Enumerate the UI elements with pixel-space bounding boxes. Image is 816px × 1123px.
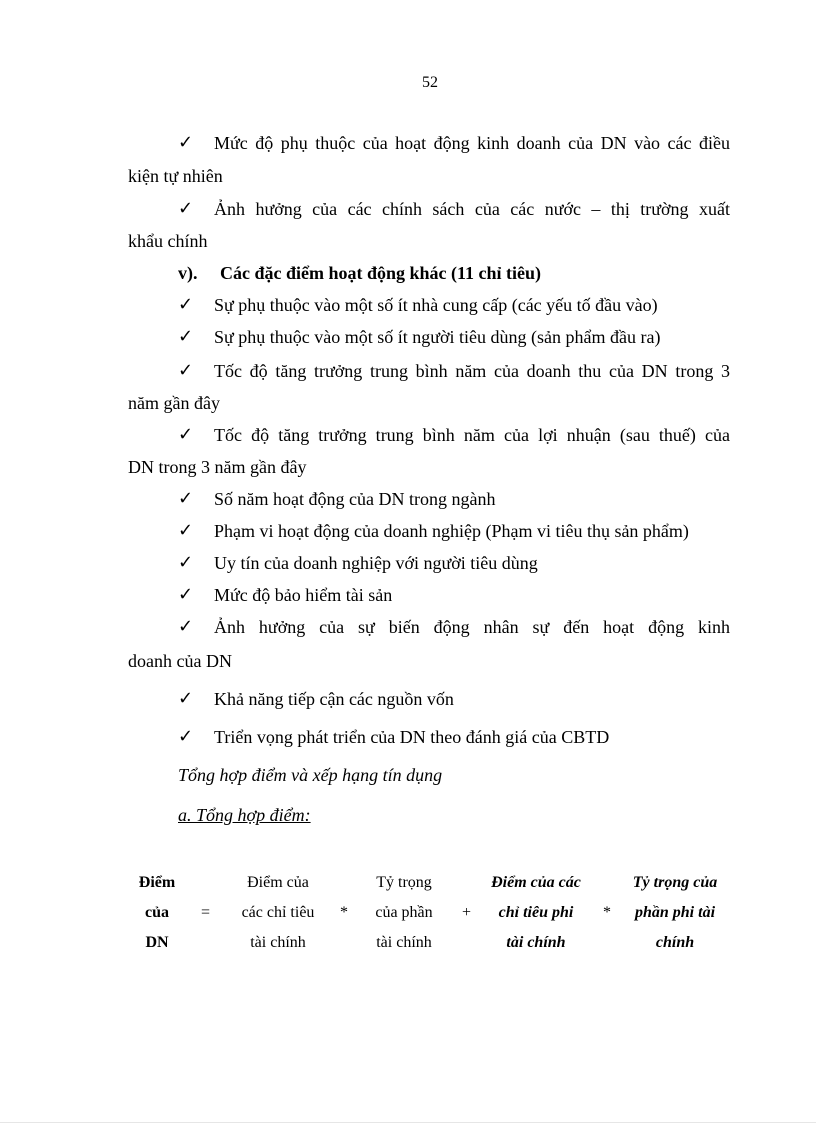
summary-heading: Tổng hợp điểm và xếp hạng tín dụng [178, 765, 443, 785]
formula-term-nonfinancial-weight: Tỷ trọng của phần phi tài chính [632, 874, 718, 951]
bullet-line: Phạm vi hoạt động của doanh nghiệp (Phạm vi tiêu thụ sản phẩm) [214, 521, 689, 541]
formula-multiply: * [340, 904, 348, 921]
subheading: a. Tổng hợp điểm: [178, 805, 311, 825]
bullet-line-continued: DN trong 3 năm gần đây [128, 457, 307, 477]
checkmark-icon: ✓ [178, 132, 194, 153]
bullet-line: Sự phụ thuộc vào một số ít người tiêu dùng (sản phẩm đầu ra) [214, 327, 661, 347]
checkmark-icon: ✓ [178, 584, 194, 605]
checkmark-icon: ✓ [178, 198, 194, 219]
checkmark-icon: ✓ [178, 552, 194, 573]
bullet-line: Ảnh hưởng của sự biến động nhân sự đến hoạt động kinh [214, 617, 730, 637]
checkmark-icon: ✓ [178, 688, 194, 709]
formula-term-nonfinancial-score: Điểm của các chỉ tiêu phi tài chính [491, 874, 581, 951]
checkmark-icon: ✓ [178, 616, 194, 637]
formula-term-financial-score: Điểm của các chỉ tiêu tài chính [241, 874, 315, 951]
formula-multiply: * [603, 904, 611, 921]
formula-term-dn-score: Điểm của DN [138, 874, 176, 951]
formula-term-financial-weight: Tỷ trọng của phần tài chính [375, 874, 433, 951]
page-number: 52 [422, 74, 438, 91]
formula-plus: + [462, 904, 472, 921]
checkmark-icon: ✓ [178, 294, 194, 315]
bullet-line-continued: năm gần đây [128, 393, 220, 413]
bullet-line: Ảnh hưởng của các chính sách của các nước – thị trường xuất [214, 199, 730, 219]
bullet-line: Tốc độ tăng trưởng trung bình năm của lợi nhuận (sau thuế) của [214, 425, 730, 445]
checkmark-icon: ✓ [178, 520, 194, 541]
bullet-line: Mức độ phụ thuộc của hoạt động kinh doanh của DN vào các điều [214, 133, 730, 153]
bullet-line-continued: kiện tự nhiên [128, 166, 223, 186]
bullet-line: Khả năng tiếp cận các nguồn vốn [214, 689, 454, 709]
checkmark-icon: ✓ [178, 726, 194, 747]
checkmark-icon: ✓ [178, 424, 194, 445]
section-title: Các đặc điểm hoạt động khác (11 chỉ tiêu) [220, 263, 542, 283]
checkmark-icon: ✓ [178, 326, 194, 347]
formula-equals: = [201, 904, 211, 921]
bullet-line: Số năm hoạt động của DN trong ngành [214, 489, 496, 509]
bullet-line: Sự phụ thuộc vào một số ít nhà cung cấp (các yếu tố đầu vào) [214, 295, 658, 315]
bullet-line-continued: doanh của DN [128, 651, 232, 671]
checkmark-icon: ✓ [178, 360, 194, 381]
bullet-line: Mức độ bảo hiểm tài sản [214, 585, 393, 605]
section-label: v). [178, 263, 198, 283]
score-formula [0, 868, 816, 958]
bullet-line: Uy tín của doanh nghiệp với người tiêu dùng [214, 553, 538, 573]
bullet-line: Triển vọng phát triển của DN theo đánh giá của CBTD [214, 727, 610, 747]
bullet-line: Tốc độ tăng trưởng trung bình năm của doanh thu của DN trong 3 [214, 361, 730, 381]
bullet-line-continued: khẩu chính [128, 231, 208, 251]
checkmark-icon: ✓ [178, 488, 194, 509]
